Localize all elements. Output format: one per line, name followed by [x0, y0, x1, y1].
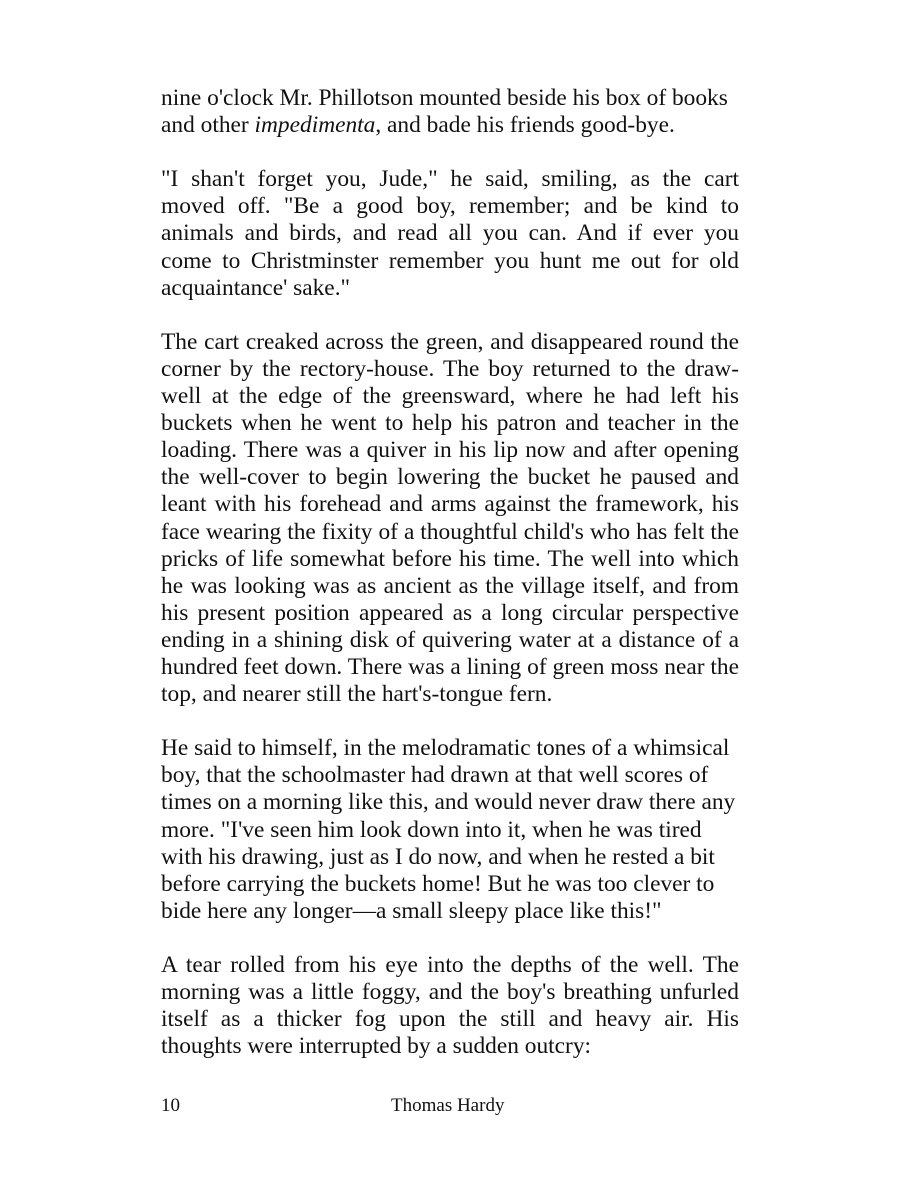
- italic-word-impedimenta: impedimenta: [254, 112, 376, 139]
- paragraph-5: A tear rolled from his eye into the depths of the well. The morning was a little foggy, and the boy's breathing unfurled itself as a thicker fog upon the still and heavy air. His thoughts were interrupted by a sudden outcry:: [161, 952, 739, 1060]
- paragraph-4: He said to himself, in the melodramatic tones of a whimsical boy, that the schoolmaster had drawn at that well scores of times on a morning like this, and would never draw there any more. "I've seen him look down into it, when he was tired with his drawing, just as I do now, and when he rested a bit before carrying the buckets home! But he was too clever to bide here any longer—a small sleepy place like this!": [161, 735, 736, 924]
- paragraph-1-text-start: nine o'clock Mr. Phillotson mounted beside his box of books and other: [161, 85, 728, 139]
- page-footer: [161, 1093, 739, 1119]
- paragraph-1: [161, 85, 739, 139]
- author-name: Thomas Hardy: [391, 1095, 505, 1116]
- paragraph-2: "I shan't forget you, Jude," he said, smiling, as the cart moved off. "Be a good boy, remember; and be kind to animals and birds, and read all you can. And if ever you come to Christminster remember you hunt me out for old acquaintance' sake.": [161, 166, 739, 301]
- paragraph-1-text-end: , and bade his friends good-bye.: [375, 112, 675, 139]
- body-text: [161, 85, 739, 1060]
- paragraph-3: The cart creaked across the green, and disappeared round the corner by the rectory-house. The boy returned to the draw-well at the edge of the greensward, where he had left his buckets when he went to help his patron and teacher in the loading. There was a quiver in his lip now and after opening the well-cover to begin lowering the bucket he paused and leant with his forehead and arms against the framework, his face wearing the fixity of a thoughtful child's who has felt the pricks of life somewhat before his time. The well into which he was looking was as ancient as the village itself, and from his present position appeared as a long circular perspective ending in a shining disk of quivering water at a distance of a hundred feet down. There was a lining of green moss near the top, and nearer still the hart's-tongue fern.: [161, 328, 739, 708]
- page-number: 10: [161, 1095, 180, 1116]
